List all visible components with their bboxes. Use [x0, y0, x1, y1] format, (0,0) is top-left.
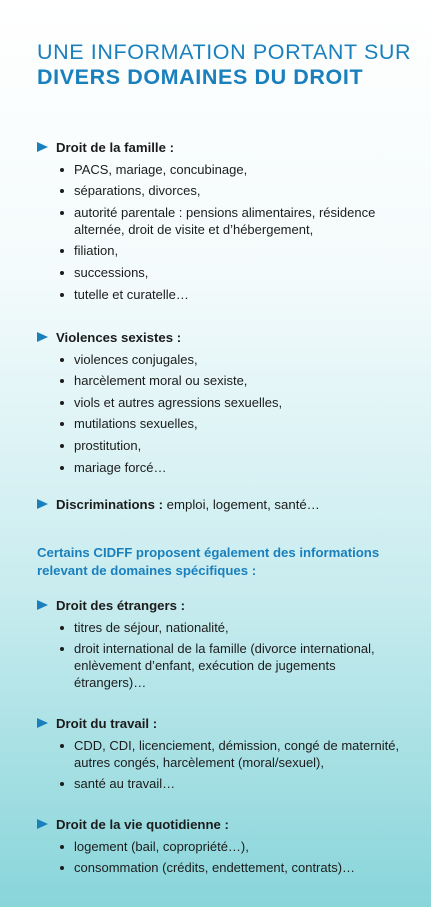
title-bold: DIVERS DOMAINES DU DROIT [37, 65, 364, 89]
section-heading [37, 329, 407, 346]
list-item: santé au travail… [59, 775, 407, 792]
triangle-arrow-icon [37, 499, 48, 509]
list-item: harcèlement moral ou sexiste, [59, 372, 407, 389]
section-heading [37, 496, 407, 513]
section-heading [37, 597, 407, 614]
triangle-arrow-icon [37, 600, 48, 610]
list-item: viols et autres agressions sexuelles, [59, 394, 407, 411]
list-item: séparations, divorces, [59, 182, 407, 199]
list-item: PACS, mariage, concubinage, [59, 161, 407, 178]
page-title [37, 40, 417, 90]
list-item: consommation (crédits, endettement, contrats)… [59, 859, 407, 876]
section-heading [37, 715, 407, 732]
list-item: CDD, CDI, licenciement, démission, congé de maternité, autres congés, harcèlement (moral/sexuel), [59, 737, 407, 771]
section-heading [37, 139, 407, 156]
section-violences-sexistes [37, 329, 407, 476]
section-droit-etrangers [37, 597, 407, 691]
title-plain: UNE INFORMATION PORTANT SUR [37, 40, 412, 64]
triangle-arrow-icon [37, 718, 48, 728]
intro-paragraph: Certains CIDFF proposent également des informations relevant de domaines spécifiques : [37, 545, 380, 578]
section-droit-famille [37, 139, 407, 303]
section-heading [37, 816, 407, 833]
list-item: violences conjugales, [59, 351, 407, 368]
section-droit-travail [37, 715, 407, 792]
list-item: autorité parentale : pensions alimentaires, résidence alternée, droit de visite et d’hébergement, [59, 204, 407, 238]
list-item: mariage forcé… [59, 459, 407, 476]
section-heading-label: Droit du travail : [56, 716, 158, 731]
triangle-arrow-icon [37, 819, 48, 829]
section-heading-bold: Discriminations : [56, 497, 163, 512]
section-heading-label: Droit des étrangers : [56, 598, 185, 613]
bullet-list [37, 161, 407, 303]
section-heading-label [56, 496, 320, 513]
bullet-list [37, 619, 407, 692]
section-vie-quotidienne [37, 816, 407, 876]
list-item: filiation, [59, 242, 407, 259]
section-heading-label: Droit de la famille : [56, 140, 174, 155]
list-item: mutilations sexuelles, [59, 415, 407, 432]
list-item: droit international de la famille (divorce international, enlèvement d’enfant, exécution de jugements étrangers)… [59, 640, 407, 691]
list-item: prostitution, [59, 437, 407, 454]
list-item: logement (bail, copropriété…), [59, 838, 407, 855]
bullet-list [37, 351, 407, 476]
section-discriminations [37, 496, 407, 513]
triangle-arrow-icon [37, 142, 48, 152]
section-heading-label: Droit de la vie quotidienne : [56, 817, 229, 832]
section-heading-rest: emploi, logement, santé… [166, 497, 320, 512]
triangle-arrow-icon [37, 332, 48, 342]
bullet-list [37, 737, 407, 793]
section-heading-label: Violences sexistes : [56, 330, 182, 345]
list-item: tutelle et curatelle… [59, 286, 407, 303]
list-item: titres de séjour, nationalité, [59, 619, 407, 636]
bullet-list [37, 838, 407, 877]
list-item: successions, [59, 264, 407, 281]
